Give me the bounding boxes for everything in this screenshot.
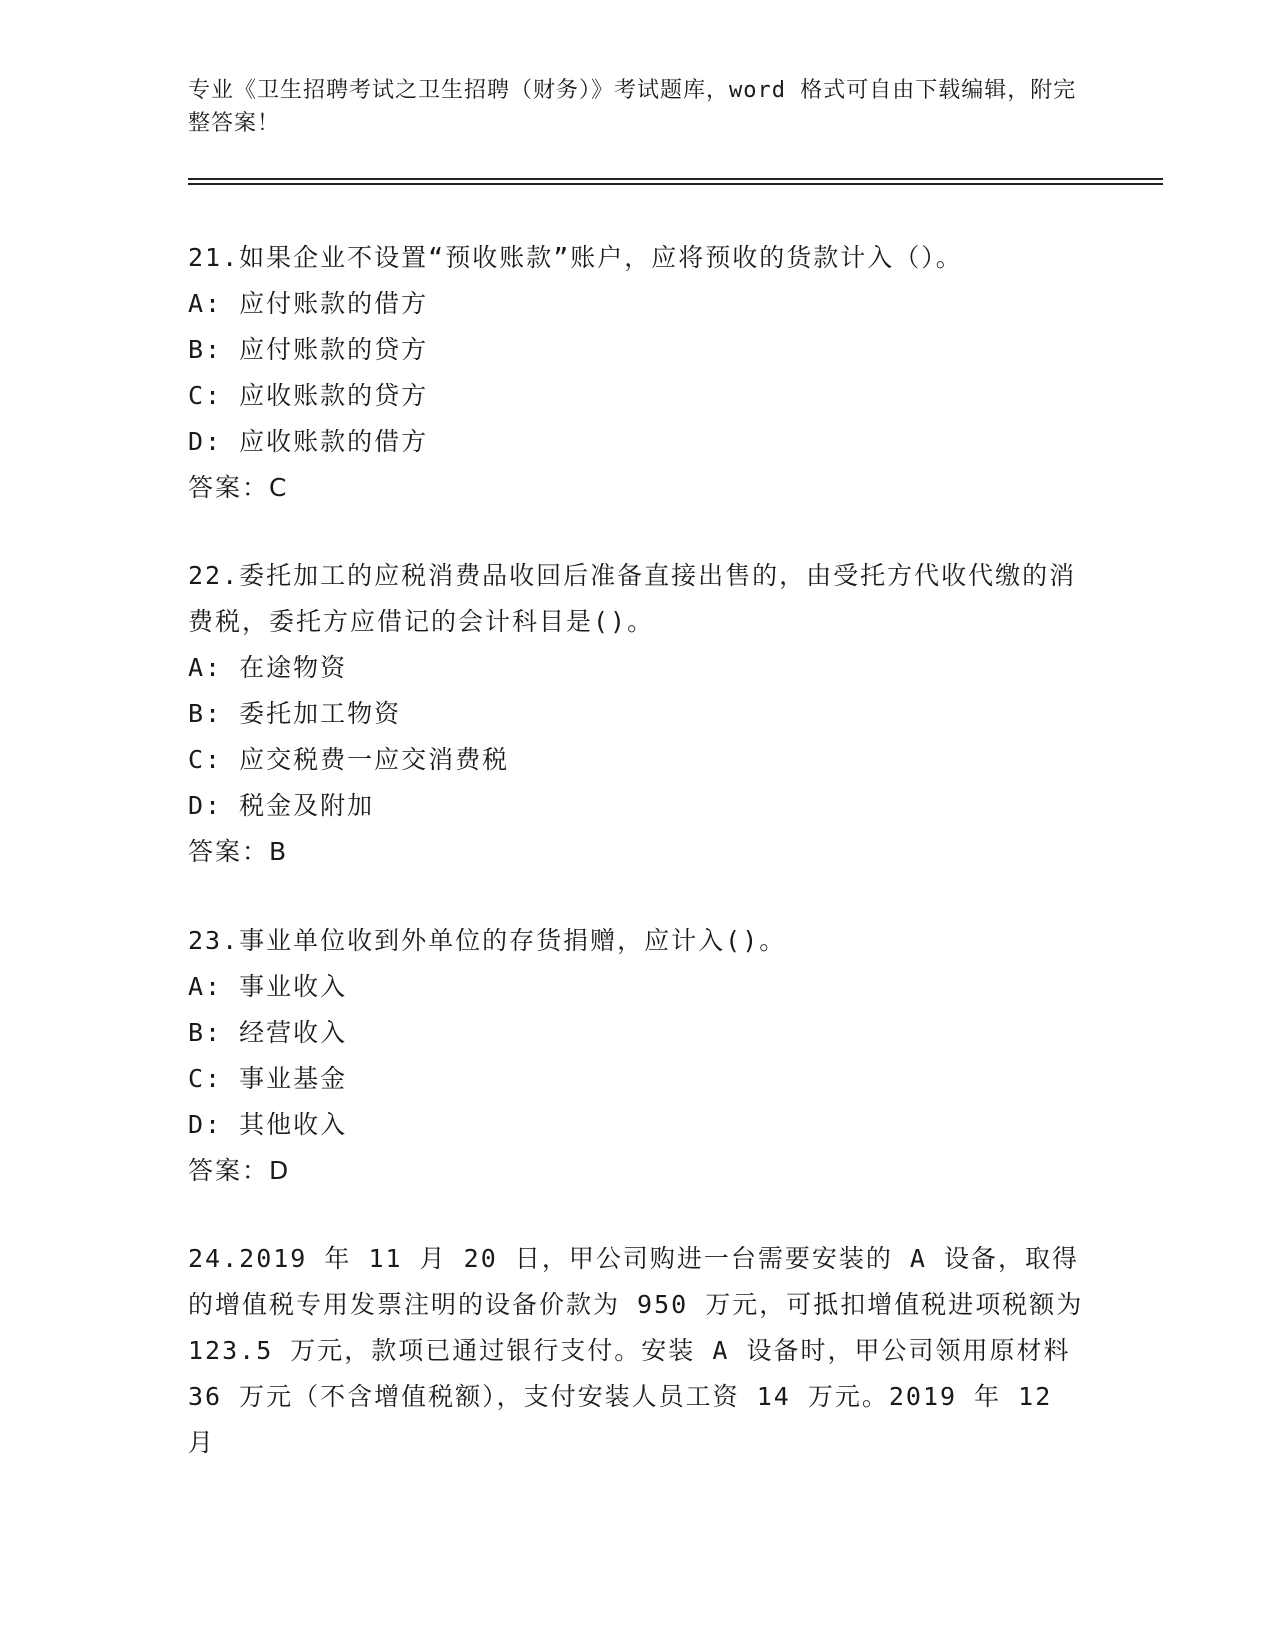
option-d: D: 应收账款的借方	[188, 427, 429, 456]
option-d: D: 税金及附加	[188, 791, 375, 820]
answer-line: 答案：C	[188, 473, 289, 502]
question-23	[188, 918, 1088, 1194]
question-stem: 22.委托加工的应税消费品收回后准备直接出售的，由受托方代收代缴的消费税，委托方应借记的会计科目是()。	[188, 561, 1077, 636]
option-b: B: 经营收入	[188, 1018, 348, 1047]
option-b: B: 应付账款的贷方	[188, 335, 429, 364]
option-b: B: 委托加工物资	[188, 699, 402, 728]
header-divider-top	[188, 178, 1163, 180]
question-stem: 21.如果企业不设置“预收账款”账户，应将预收的货款计入（）。	[188, 243, 963, 272]
question-stem: 24.2019 年 11 月 20 日，甲公司购进一台需要安装的 A 设备，取得的增值税专用发票注明的设备价款为 950 万元，可抵扣增值税进项税额为 123.5 万元，款项已通过银行支付。安装 A 设备时，甲公司领用原材料 36 万元（不含增值税额），支付安装人员工资 14 万元。2019 年 12 月	[188, 1244, 1084, 1457]
option-d: D: 其他收入	[188, 1110, 348, 1139]
header-divider-bottom	[188, 183, 1163, 185]
answer-line: 答案：D	[188, 1156, 291, 1185]
question-22	[188, 553, 1088, 875]
option-c: C: 应交税费一应交消费税	[188, 745, 510, 774]
question-stem: 23.事业单位收到外单位的存货捐赠，应计入()。	[188, 926, 787, 955]
option-c: C: 应收账款的贷方	[188, 381, 429, 410]
question-21	[188, 235, 1088, 511]
option-a: A: 事业收入	[188, 972, 348, 1001]
answer-line: 答案：B	[188, 837, 289, 866]
option-c: C: 事业基金	[188, 1064, 348, 1093]
option-a: A: 在途物资	[188, 653, 348, 682]
question-24	[188, 1236, 1088, 1466]
option-a: A: 应付账款的借方	[188, 289, 429, 318]
document-header: 专业《卫生招聘考试之卫生招聘（财务）》考试题库，word 格式可自由下载编辑，附完整答案！	[188, 78, 1077, 136]
